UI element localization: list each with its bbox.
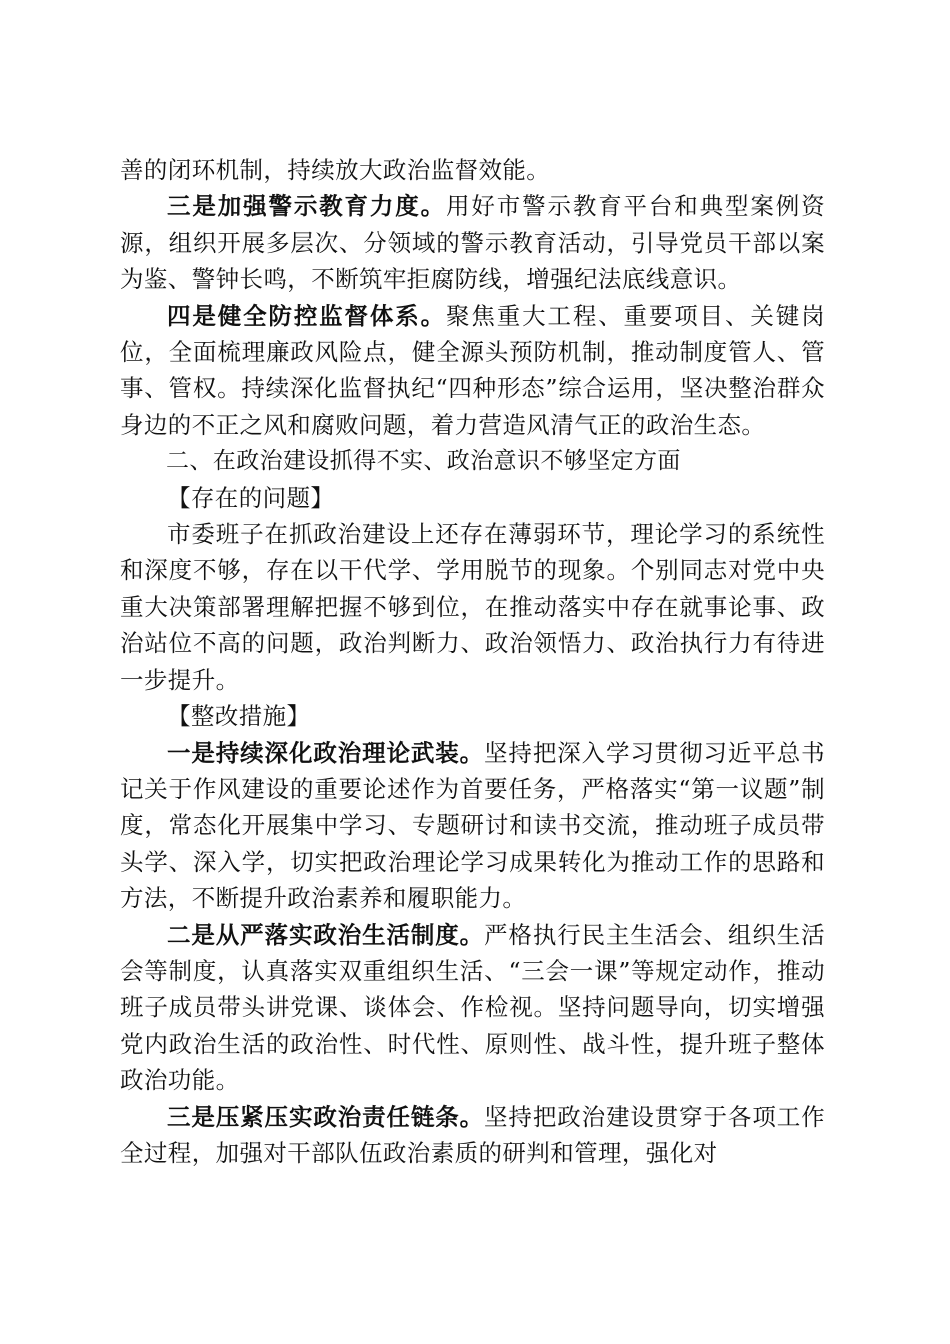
- paragraph-warning-education: [120, 188, 825, 297]
- paragraph-lead: 三是加强警示教育力度。: [167, 192, 447, 221]
- paragraph-lead: 二是从严落实政治生活制度。: [167, 920, 485, 949]
- problems-paragraph: 市委班子在抓政治建设上还存在薄弱环节，理论学习的系统性和深度不够，存在以干代学、学用脱节的现象。个别同志对党中央重大决策部署理解把握不够到位，在推动落实中存在就事论事、政治站位不高的问题，政治判断力、政治领悟力、政治执行力有待进一步提升。: [120, 520, 825, 694]
- paragraph-body: 聚焦重大工程、重要项目、关键岗位，全面梳理廉政风险点，健全源头预防机制，推动制度管人、管事、管权。持续深化监督执纪“四种形态”综合运用，坚决整治群众身边的不正之风和腐败问题，着力营造风清气正的政治生态。: [120, 301, 826, 439]
- measure-responsibility-chain: [120, 1099, 825, 1172]
- section-heading: 二、在政治建设抓得不实、政治意识不够坚定方面: [166, 448, 681, 475]
- paragraph-body: 用好市警示教育平台和典型案例资源，组织开展多层次、分领域的警示教育活动，引导党员干部以案为鉴、警钟长鸣，不断筑牢拒腐防线，增强纪法底线意识。: [120, 192, 826, 294]
- paragraph-lead: 一是持续深化政治理论武装。: [167, 738, 485, 767]
- paragraph-lead: 三是压紧压实政治责任链条。: [167, 1102, 485, 1131]
- document-page: [120, 152, 825, 1171]
- paragraph-continued: 善的闭环机制，持续放大政治监督效能。: [120, 156, 551, 184]
- measure-political-life: [120, 917, 825, 1099]
- measures-label: 【整改措施】: [167, 702, 311, 731]
- paragraph-prevention-system: [120, 298, 825, 444]
- paragraph-body: 坚持把政治建设贯穿于各项工作全过程，加强对干部队伍政治素质的研判和管理，强化对: [120, 1102, 825, 1167]
- paragraph-lead: 四是健全防控监督体系。: [167, 301, 447, 330]
- paragraph-body: 坚持把深入学习贯彻习近平总书记关于作风建设的重要论述作为首要任务，严格落实“第一议题”制度，常态化开展集中学习、专题研讨和读书交流，推动班子成员带头学、深入学，切实把政治理论学习成果转化为推动工作的思路和方法，不断提升政治素养和履职能力。: [120, 738, 825, 913]
- paragraph-body: 严格执行民主生活会、组织生活会等制度，认真落实双重组织生活、“三会一课”等规定动作，推动班子成员带头讲党课、谈体会、作检视。坚持问题导向，切实增强党内政治生活的政治性、时代性、原则性、战斗性，提升班子整体政治功能。: [120, 920, 825, 1095]
- measure-theory-arming: [120, 735, 825, 917]
- problems-label: 【存在的问题】: [167, 483, 335, 512]
